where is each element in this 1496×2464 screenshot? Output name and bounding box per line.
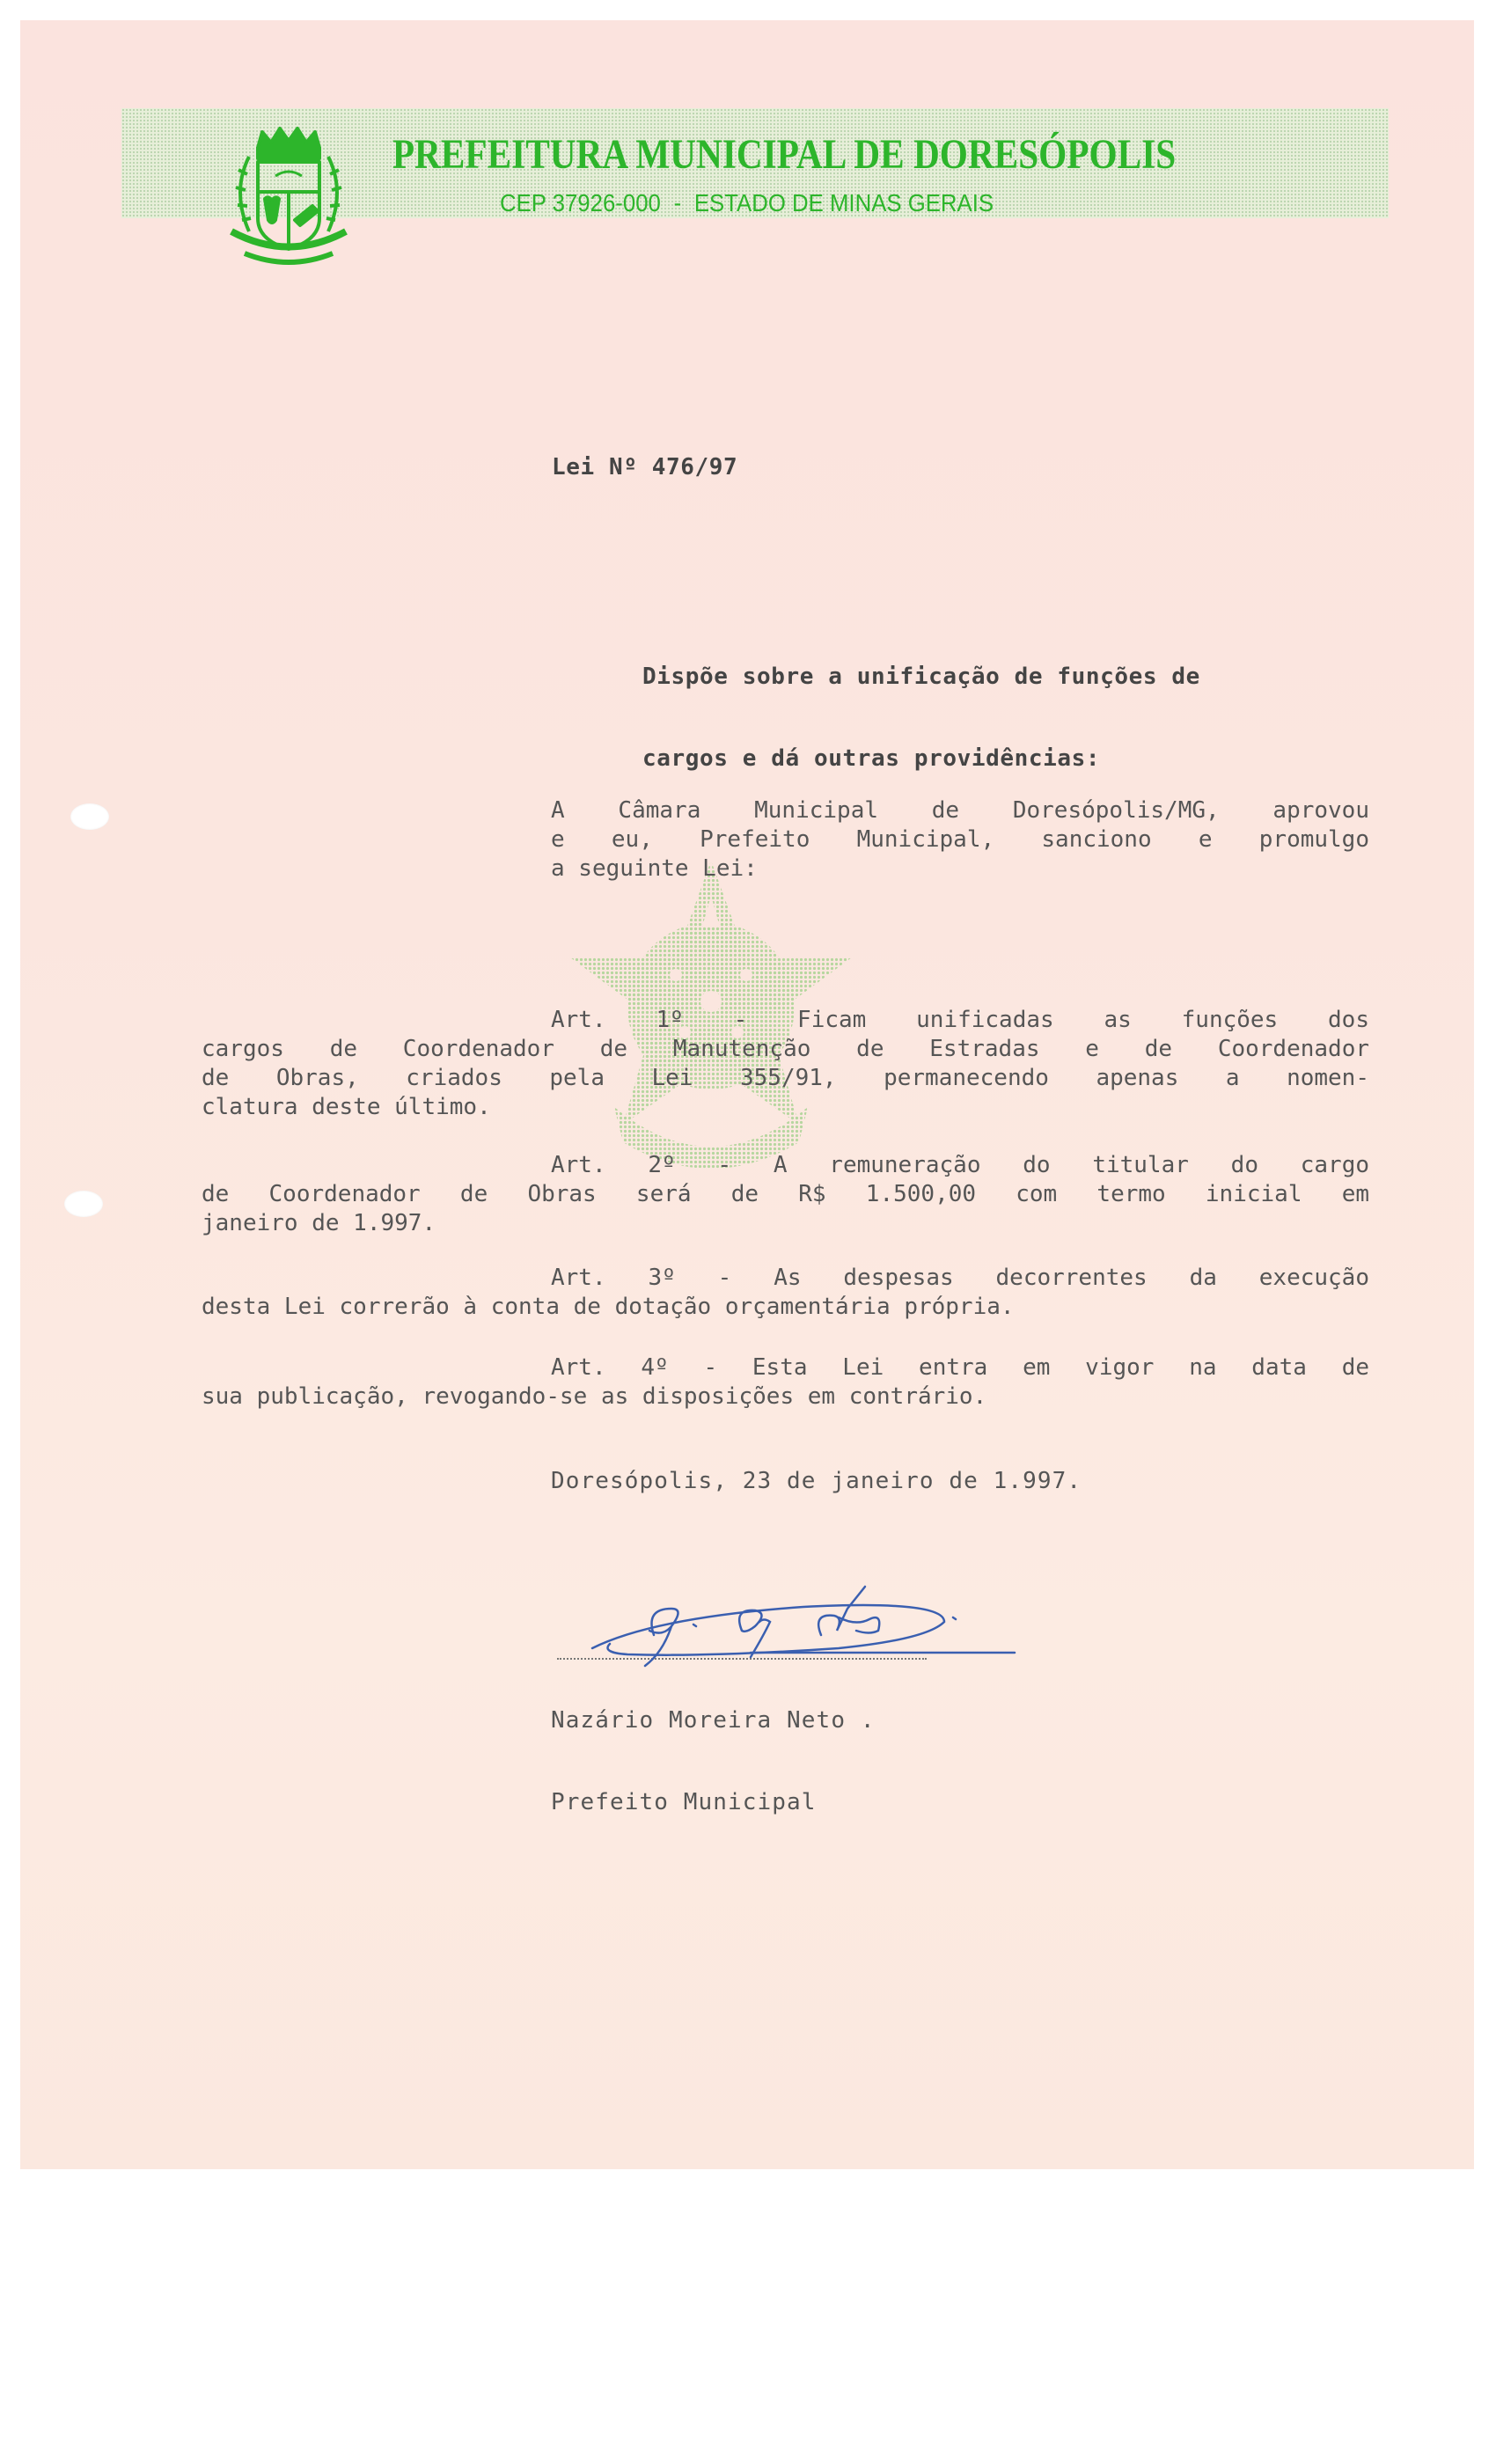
law-summary (642, 610, 1200, 826)
state-name: ESTADO DE MINAS GERAIS (693, 189, 994, 216)
article-line: desta Lei correrão à conta de dotação orçamentária própria. (202, 1294, 1015, 1320)
article-line: cargos de Coordenador de Manutenção de Estradas e de Coordenador (202, 1036, 1369, 1062)
separator: - (673, 189, 682, 216)
law-number: Lei Nº 476/97 (552, 454, 738, 480)
article-2 (202, 1151, 1369, 1238)
article-line: sua publicação, revogando-se as disposições em contrário. (202, 1383, 987, 1410)
preamble-line: A Câmara Municipal de Doresópolis/MG, aprovou (551, 797, 1369, 824)
summary-line: cargos e dá outras providências: (642, 745, 1101, 772)
preamble-line: e eu, Prefeito Municipal, sanciono e promulgo (551, 826, 1369, 853)
article-line: Art. 1º - Ficam unificadas as funções dos (551, 1007, 1369, 1033)
municipality-title: PREFEITURA MUNICIPAL DE DORESÓPOLIS (392, 131, 1177, 178)
article-line: de Coordenador de Obras será de R$ 1.500,00 com termo inicial em (202, 1181, 1369, 1207)
article-3 (202, 1264, 1369, 1322)
summary-line: Dispõe sobre a unificação de funções de (642, 664, 1200, 690)
article-line: Art. 4º - Esta Lei entra em vigor na data de (551, 1354, 1369, 1381)
article-line: clatura deste último. (202, 1094, 491, 1120)
signer-title: Prefeito Municipal (551, 1789, 817, 1815)
punch-hole-bottom (64, 1191, 103, 1217)
letterhead-address (500, 189, 994, 217)
signer-name: Nazário Moreira Neto . (551, 1707, 876, 1734)
preamble (551, 796, 1369, 884)
cep-code: CEP 37926-000 (500, 189, 661, 216)
article-1 (202, 1006, 1369, 1122)
municipal-coat-of-arms-icon (214, 121, 363, 267)
article-line: de Obras, criados pela Lei 355/91, permanecendo apenas a nomen- (202, 1065, 1369, 1091)
article-4 (202, 1353, 1369, 1412)
document-page (20, 20, 1474, 2169)
signer-block (551, 1654, 876, 1870)
article-line: Art. 3º - As despesas decorrentes da execução (551, 1265, 1369, 1291)
date-line: Doresópolis, 23 de janeiro de 1.997. (551, 1468, 1082, 1494)
preamble-line: a seguinte Lei: (551, 855, 758, 882)
punch-hole-top (70, 803, 109, 830)
article-line: janeiro de 1.997. (202, 1210, 436, 1236)
article-line: Art. 2º - A remuneração do titular do cargo (551, 1152, 1369, 1178)
